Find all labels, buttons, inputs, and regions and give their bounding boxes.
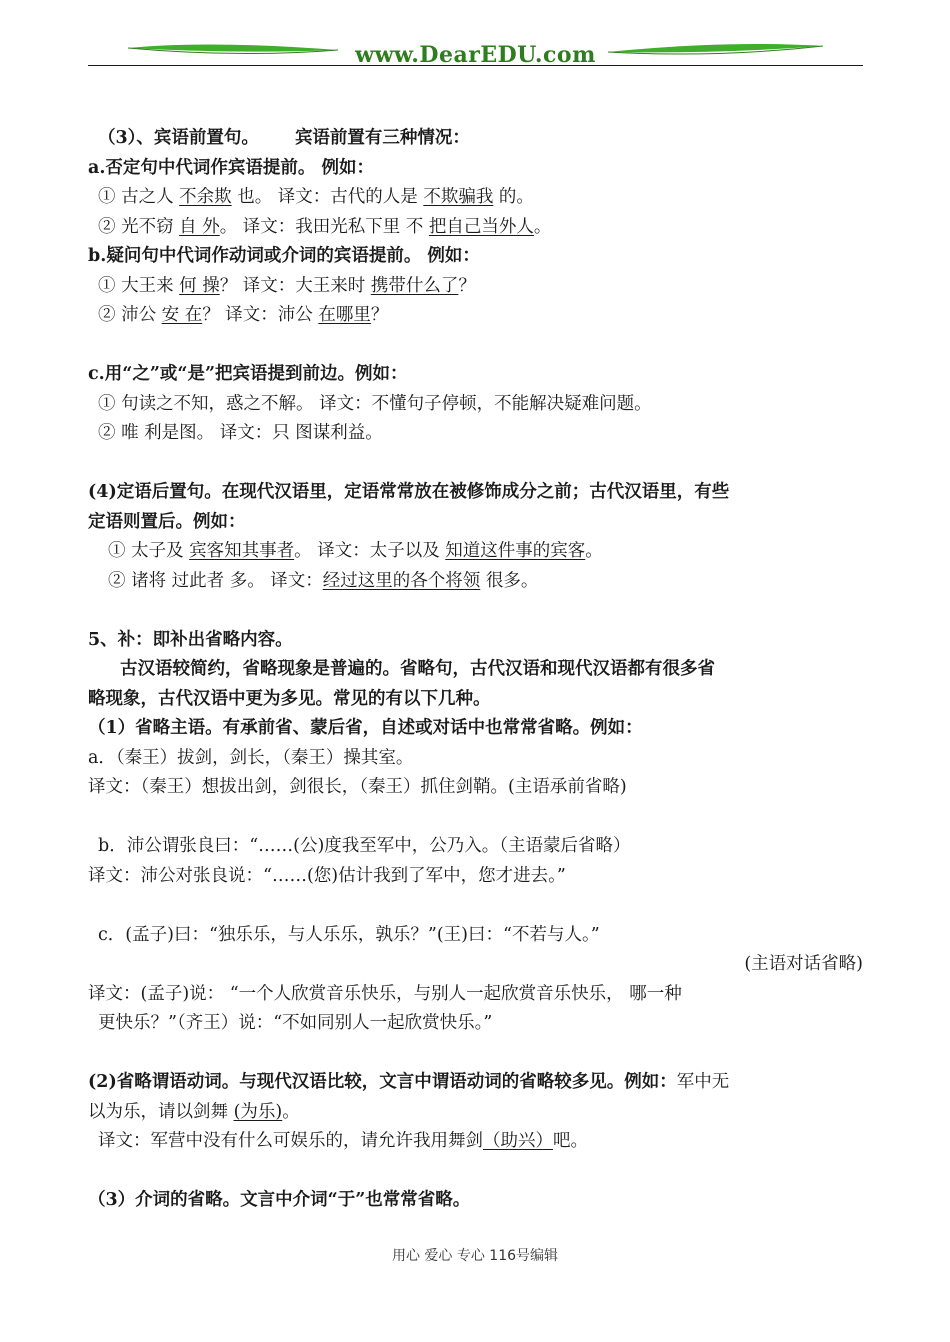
text-segment: ② 沛公	[98, 305, 162, 325]
underlined-phrase: 经过这里的各个将领	[322, 570, 481, 591]
text-segment: 以为乐，请以剑舞	[88, 1101, 234, 1122]
example-line	[88, 213, 863, 243]
text-segment: ① 大王来	[98, 275, 180, 296]
underlined-phrase: 自 外	[179, 216, 220, 237]
underlined-phrase: 知道这件事的宾客	[445, 541, 586, 561]
text-segment: ① 古之人	[98, 187, 180, 207]
text-segment: 。	[585, 541, 603, 561]
underlined-phrase: 宾客知其事者	[189, 541, 295, 561]
text-segment: ② 诸将 过此者 多。 译文：	[108, 570, 323, 591]
text-segment: 很多。	[480, 570, 539, 591]
example-line	[88, 567, 863, 597]
text-segment: ① 太子及	[108, 541, 190, 561]
text-segment: ？	[458, 275, 476, 296]
translation-line: 译文：（秦王）想拔出剑，剑很长，（秦王）抓住剑鞘。(主语承前省略)	[88, 777, 627, 797]
text-segment: 也。 译文：古代的人是	[231, 187, 424, 207]
underlined-phrase: 不余欺	[179, 187, 232, 207]
text-segment: ？ 译文：大王来时	[219, 275, 371, 296]
underlined-phrase: 安 在	[161, 305, 203, 325]
document-body	[88, 124, 863, 1216]
subheading: （1）省略主语。有承前省、蒙后省，自述或对话中也常常省略。例如：	[88, 718, 643, 738]
text-segment: 。 译文：太子以及	[294, 541, 446, 561]
translation-line: 译文：(孟子)说： “一个人欣赏音乐快乐，与别人一起欣赏音乐快乐， 哪一种	[88, 983, 682, 1004]
underlined-phrase: （助兴）	[483, 1131, 553, 1151]
underlined-phrase: 何 操	[179, 275, 220, 296]
text-segment: 的。	[493, 187, 534, 207]
example-line	[88, 272, 863, 302]
section-heading: （3）介词的省略。文言中介词“于”也常常省略。	[88, 1190, 471, 1210]
paragraph-line: 略现象，古代汉语中更为多见。常见的有以下几种。	[88, 688, 491, 709]
text-segment: 。	[282, 1101, 300, 1122]
site-header	[88, 34, 863, 74]
site-logo[interactable]: www.DearEDU.com	[355, 42, 596, 68]
example-line	[88, 537, 863, 567]
example-line: b．沛公谓张良曰：“……(公)度我至军中，公乃入。（主语蒙后省略）	[98, 836, 631, 856]
translation-line: 译文：沛公对张良说：“……(您)估计我到了军中，您才进去。”	[88, 865, 566, 886]
underlined-phrase: 携带什么了	[370, 275, 459, 296]
underlined-phrase: 在哪里	[318, 305, 371, 325]
header-rule	[88, 65, 863, 66]
example-line: c．(孟子)曰：“独乐乐，与人乐乐，孰乐？”(王)曰：“不若与人。”	[98, 924, 600, 945]
example-line: a．（秦王）拔剑，剑长，（秦王）操其室。	[88, 747, 414, 768]
text-segment: ② 光不窃	[98, 216, 180, 237]
paragraph-line: 古汉语较简约，省略现象是普遍的。省略句，古代汉语和现代汉语都有很多省	[120, 659, 715, 679]
section-heading: 5、补：即补出省略内容。	[88, 629, 293, 650]
subheading: c.用“之”或“是”把宾语提到前边。例如：	[88, 364, 408, 384]
example-line: ② 唯 利是图。 译文：只 图谋利益。	[98, 423, 383, 443]
translation-line	[88, 1127, 863, 1157]
text-segment: ？	[370, 305, 389, 325]
section-heading: (4)定语后置句。在现代汉语里，定语常常放在被修饰成分之前；古代汉语里，有些	[88, 482, 730, 502]
subheading: b.疑问句中代词作动词或介词的宾语提前。 例如：	[88, 246, 480, 266]
text-segment: 吧。	[553, 1131, 588, 1151]
text-segment: ？ 译文：沛公	[202, 305, 319, 325]
section-heading: 定语则置后。例如：	[88, 511, 246, 532]
text-segment: 译文：军营中没有什么可娱乐的，请允许我用舞剑	[98, 1131, 483, 1151]
underlined-phrase: 把自己当外人	[428, 216, 534, 237]
underlined-phrase: (为乐)	[233, 1101, 283, 1122]
example-line	[88, 1098, 863, 1128]
example-line	[88, 183, 863, 213]
example-line: ① 句读之不知，惑之不解。 译文：不懂句子停顿，不能解决疑难问题。	[98, 393, 652, 414]
translation-line: 更快乐？”（齐王）说：“不如同别人一起欣赏快乐。”	[98, 1013, 493, 1033]
section-heading: （3）、宾语前置句。 宾语前置有三种情况：	[98, 128, 470, 148]
underlined-phrase: 不欺骗我	[423, 187, 494, 207]
example-line	[88, 301, 863, 331]
text-segment: 。 译文：我田光私下里 不	[219, 216, 429, 237]
annotation-line: (主语对话省略)	[744, 954, 863, 974]
page-footer: 用心 爱心 专心 116号编辑	[391, 1248, 559, 1264]
text-segment: 。	[533, 216, 552, 237]
section-heading: (2)省略谓语动词。与现代汉语比较，文言中谓语动词的省略较多见。例如：军中无	[88, 1072, 730, 1092]
subheading: a.否定句中代词作宾语提前。 例如：	[88, 157, 375, 178]
